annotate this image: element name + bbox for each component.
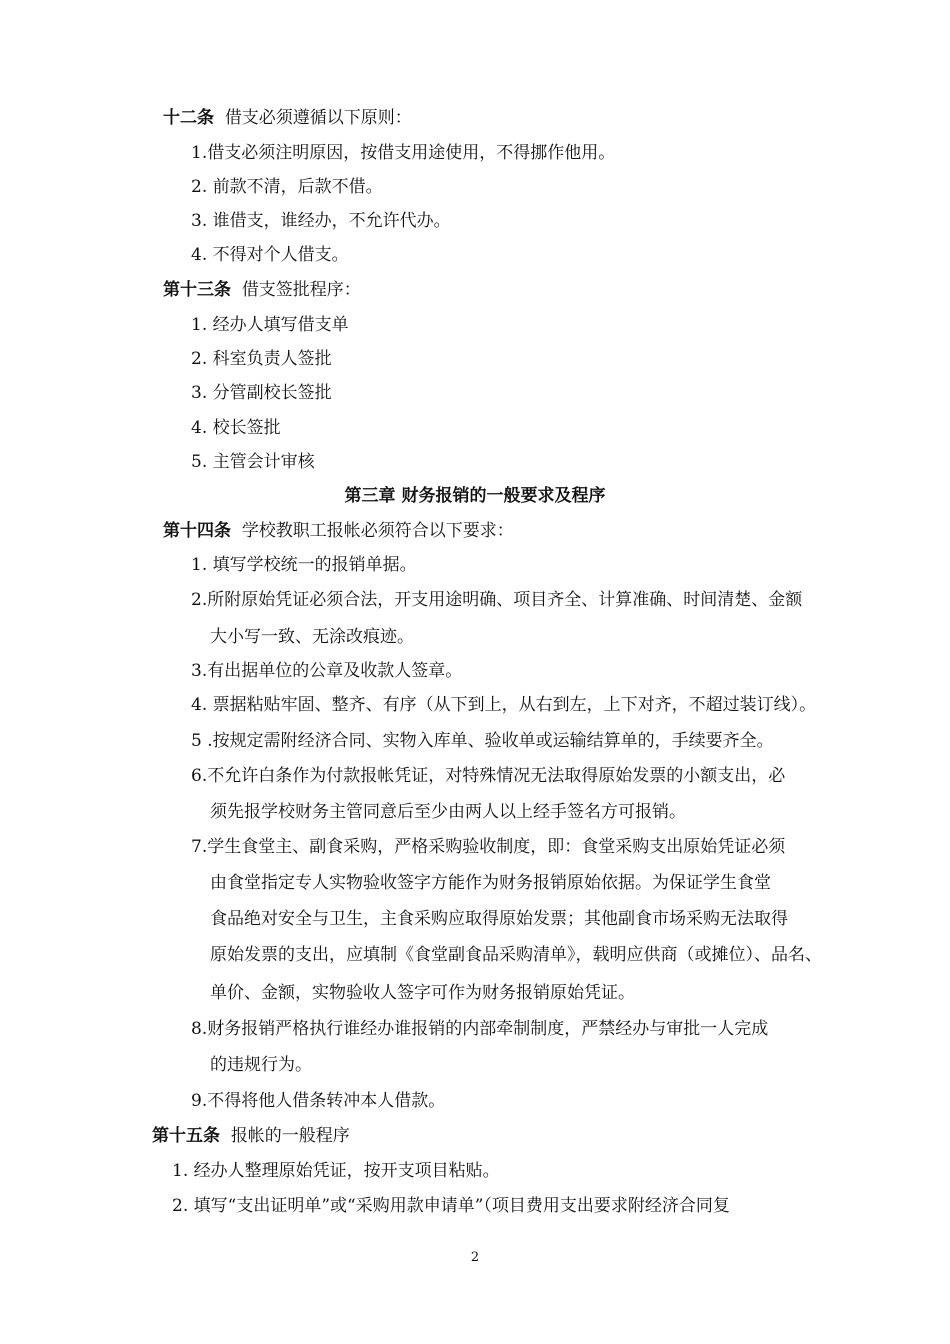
list-item: 3. 谁借支，谁经办，不允许代办。 — [191, 211, 451, 231]
list-item: 1. 经办人填写借支单 — [191, 315, 349, 335]
article-15-heading — [152, 1125, 350, 1147]
list-item: 9.不得将他人借条转冲本人借款。 — [191, 1091, 446, 1111]
article-13-heading — [163, 279, 361, 301]
article-12-text: 借支必须遵循以下原则： — [224, 108, 412, 128]
article-14-text: 学校教职工报帐必须符合以下要求： — [241, 521, 514, 541]
article-12-label: 十二条 — [163, 108, 214, 128]
list-item: 5. 主管会计审核 — [191, 452, 315, 472]
article-13-label: 第十三条 — [163, 280, 231, 300]
article-13-text: 借支签批程序： — [241, 280, 361, 300]
list-item-continuation: 的违规行为。 — [210, 1055, 312, 1075]
list-item: 2. 填写“支出证明单”或“采购用款申请单”（项目费用支出要求附经济合同复 — [172, 1196, 730, 1216]
list-item-continuation: 须先报学校财务主管同意后至少由两人以上经手签名方可报销。 — [210, 802, 686, 822]
list-item: 2.所附原始凭证必须合法，开支用途明确、项目齐全、计算准确、时间清楚、金额 — [191, 590, 803, 610]
article-12-heading — [163, 107, 412, 129]
list-item: 4. 校长签批 — [191, 418, 281, 438]
list-item: 7.学生食堂主、副食采购，严格采购验收制度，即：食堂采购支出原始凭证必须 — [191, 837, 786, 857]
list-item: 1. 填写学校统一的报销单据。 — [191, 555, 417, 575]
article-14-heading — [163, 520, 514, 542]
list-item: 1. 经办人整理原始凭证，按开支项目粘贴。 — [172, 1161, 500, 1181]
list-item: 3.有出据单位的公章及收款人签章。 — [191, 661, 463, 681]
list-item: 3. 分管副校长签批 — [191, 383, 332, 403]
article-14-label: 第十四条 — [163, 521, 231, 541]
list-item-continuation: 由食堂指定专人实物验收签字方能作为财务报销原始依据。为保证学生食堂 — [210, 873, 771, 893]
list-item: 2. 科室负责人签批 — [191, 349, 332, 369]
list-item-continuation: 大小写一致、无涂改痕迹。 — [210, 627, 414, 647]
page-number: 2 — [470, 1250, 480, 1265]
list-item: 6.不允许白条作为付款报帐凭证，对特殊情况无法取得原始发票的小额支出，必 — [191, 766, 786, 786]
list-item-continuation: 原始发票的支出，应填制《食堂副食品采购清单》，载明应供商（或摊位）、品名、 — [210, 945, 822, 965]
article-15-label: 第十五条 — [152, 1126, 220, 1146]
list-item: 4. 票据粘贴牢固、整齐、有序（从下到上，从右到左，上下对齐，不超过装订线）。 — [191, 695, 817, 715]
list-item: 2. 前款不清，后款不借。 — [191, 177, 383, 197]
list-item: 8.财务报销严格执行谁经办谁报销的内部牵制制度，严禁经办与审批一人完成 — [191, 1019, 769, 1039]
list-item: 1.借支必须注明原因，按借支用途使用，不得挪作他用。 — [191, 143, 616, 163]
list-item-continuation: 单价、金额，实物验收人签字可作为财务报销原始凭证。 — [210, 983, 635, 1003]
chapter-title: 第三章 财务报销的一般要求及程序 — [344, 486, 606, 506]
list-item: 4. 不得对个人借支。 — [191, 245, 349, 265]
list-item: 5 .按规定需附经济合同、实物入库单、验收单或运输结算单的，手续要齐全。 — [191, 731, 774, 751]
list-item-continuation: 食品绝对安全与卫生，主食采购应取得原始发票；其他副食市场采购无法取得 — [210, 909, 788, 929]
article-15-text: 报帐的一般程序 — [230, 1126, 350, 1146]
